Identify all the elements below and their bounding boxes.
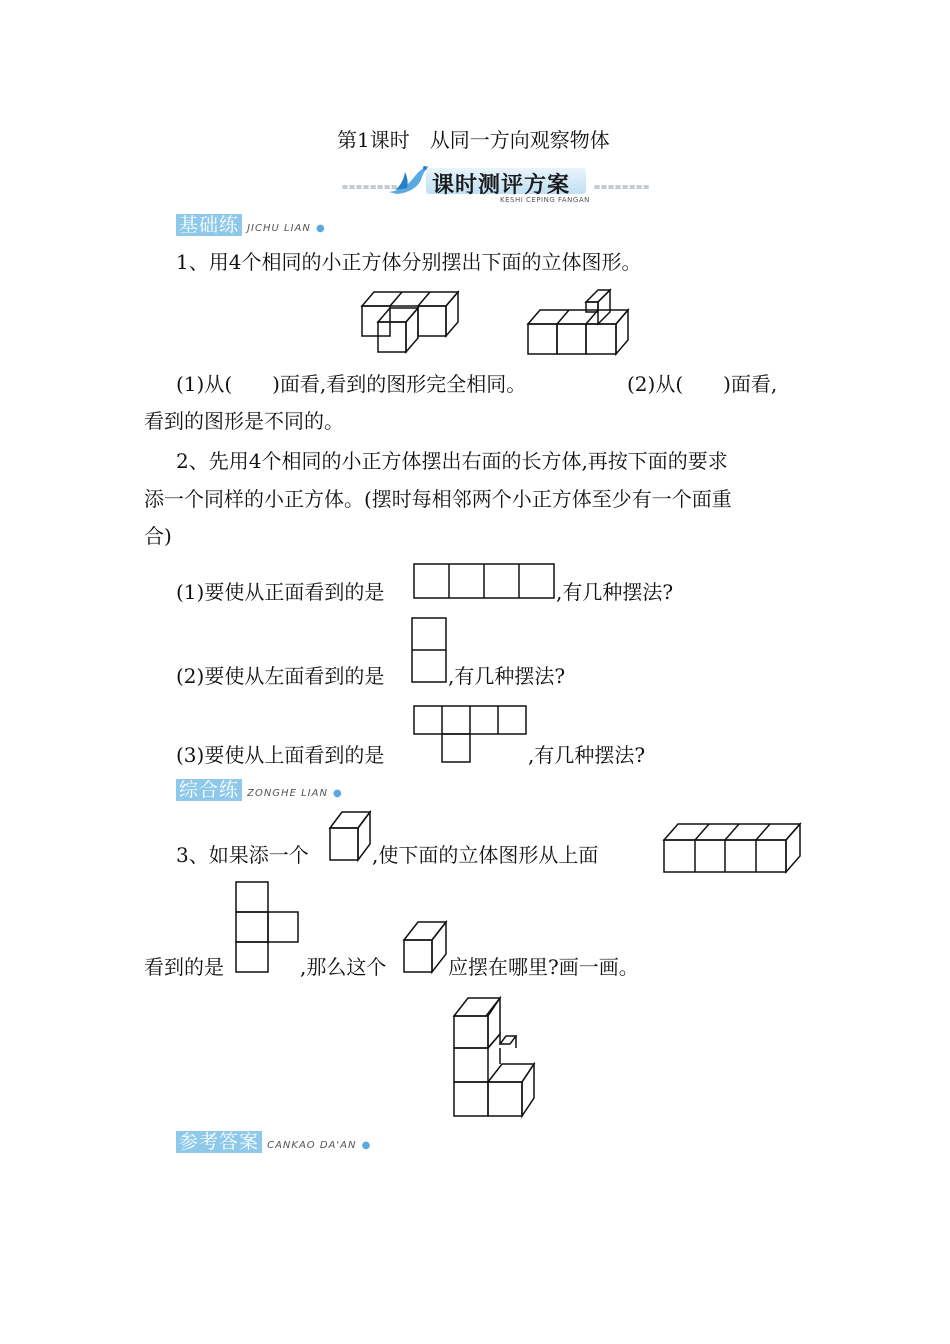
q2-line2: 添一个同样的小正方体。(摆时每相邻两个小正方体至少有一个面重 — [144, 487, 732, 511]
q2-front-view-figure — [412, 562, 556, 600]
q3-mid: ,使下面的立体图形从上面 — [372, 843, 599, 867]
banner — [340, 160, 651, 206]
drop-icon: ● — [361, 1140, 371, 1151]
drop-icon: ● — [315, 223, 325, 234]
section-answers-sub: CANKAO DA'AN — [267, 1140, 357, 1151]
section-answers-label: 参考答案 — [176, 1131, 262, 1153]
q3-pre: 3、如果添一个 — [176, 843, 309, 867]
q1-stem: 1、用4个相同的小正方体分别摆出下面的立体图形。 — [176, 250, 642, 274]
q2-p3-post: ,有几种摆法? — [528, 743, 646, 767]
banner-subtitle: KESHI CEPING FANGAN — [500, 196, 590, 204]
q1-line2: 看到的图形是不同的。 — [144, 409, 344, 433]
q3-top-view-figure — [234, 880, 300, 976]
drop-icon: ● — [333, 788, 342, 799]
q3-small-cube-figure — [326, 808, 374, 864]
section-basic-sub: JICHU LIAN — [247, 223, 311, 234]
section-answers — [176, 1130, 370, 1154]
banner-title: 课时测评方案 — [432, 173, 571, 198]
q1-figure-a — [356, 288, 466, 358]
banner-dashes-left: ======== — [342, 182, 399, 193]
page-title: 第1课时 从同一方向观察物体 — [337, 128, 610, 152]
section-comprehensive-label: 综合练 — [176, 779, 242, 801]
section-comprehensive — [176, 778, 342, 802]
banner-dashes-right: ======== — [594, 182, 651, 193]
q3-long-bar-figure — [660, 820, 804, 876]
q2-p3-pre: (3)要使从上面看到的是 — [176, 743, 385, 767]
q2-left-view-figure — [410, 616, 448, 684]
q1-part2: (2)从( )面看, — [627, 372, 778, 396]
q2-top-view-figure — [412, 704, 528, 764]
q2-p1-post: ,有几种摆法? — [556, 580, 674, 604]
q2-line1: 2、先用4个相同的小正方体摆出右面的长方体,再按下面的要求 — [176, 449, 728, 473]
q2-p2-pre: (2)要使从左面看到的是 — [176, 664, 385, 688]
q1-figure-b — [524, 286, 634, 358]
q2-p2-post: ,有几种摆法? — [448, 664, 566, 688]
section-basic — [176, 213, 325, 237]
q3-line2-post: 应摆在哪里?画一画。 — [448, 955, 639, 979]
q2-line3: 合) — [144, 524, 172, 548]
q3-small-cube-figure-2 — [400, 918, 450, 976]
q3-line2-pre: 看到的是 — [144, 955, 224, 979]
q2-p1-pre: (1)要使从正面看到的是 — [176, 580, 385, 604]
q1-part1: (1)从( )面看,看到的图形完全相同。 — [176, 372, 527, 396]
q3-main-figure — [450, 994, 540, 1120]
section-basic-label: 基础练 — [176, 214, 242, 236]
section-comprehensive-sub: ZONGHE LIAN — [247, 788, 328, 799]
q3-line2-mid: ,那么这个 — [300, 955, 387, 979]
